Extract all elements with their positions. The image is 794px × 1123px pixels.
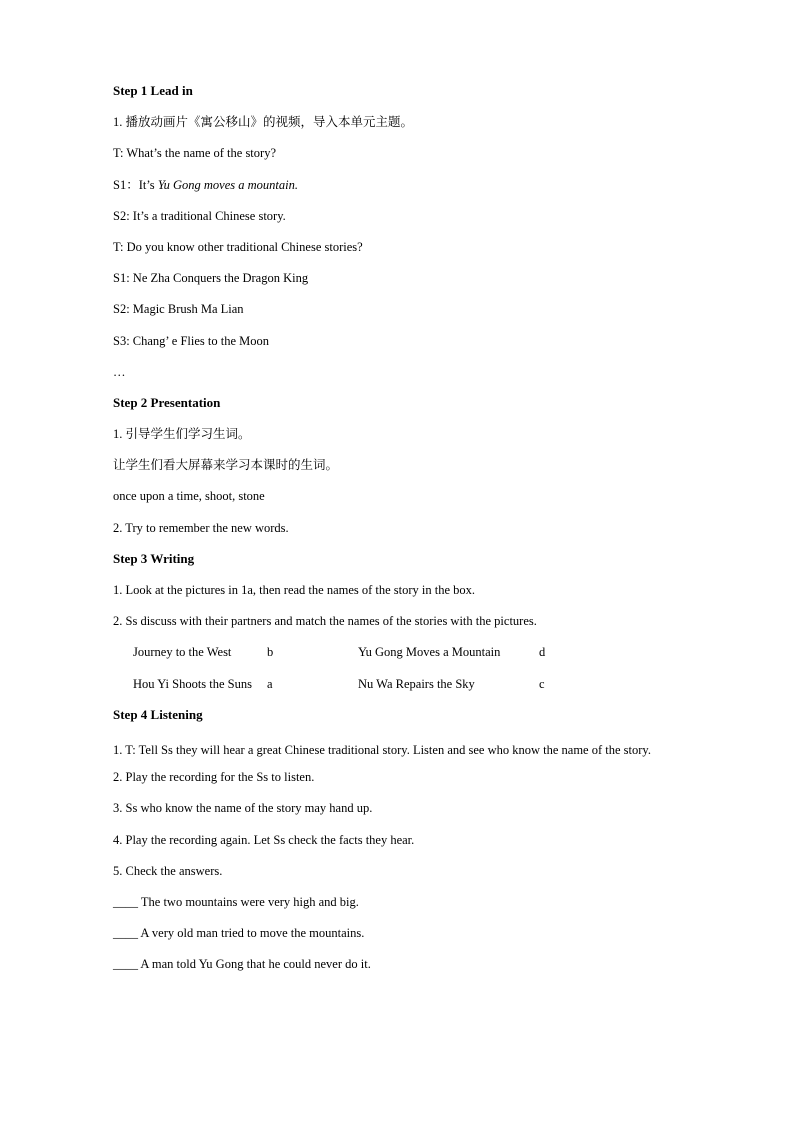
match-story: Nu Wa Repairs the Sky bbox=[358, 676, 475, 691]
match-story: Hou Yi Shoots the Suns bbox=[133, 676, 253, 691]
match-letter: b bbox=[267, 645, 274, 660]
step3-item2: 2. Ss discuss with their partners and match the names of the stories with the pictures. bbox=[113, 614, 537, 629]
step4-item3: 3. Ss who know the name of the story may hand up. bbox=[113, 801, 373, 816]
step2-item1 bbox=[113, 423, 683, 454]
ellipsis: … bbox=[113, 364, 126, 379]
step3-heading: Step 3 Writing bbox=[113, 550, 195, 566]
match-letter: a bbox=[267, 676, 273, 691]
step1-item1-number: 1. bbox=[113, 115, 126, 130]
step2-item2: 2. Try to remember the new words. bbox=[113, 520, 289, 535]
step3-item1: 1. Look at the pictures in 1a, then read the names of the story in the box. bbox=[113, 583, 476, 597]
match-row bbox=[113, 673, 683, 704]
step1-item1-text: 播放动画片《寓公移山》的视频，导入本单元主题。 bbox=[125, 114, 414, 130]
step2-heading: Step 2 Presentation bbox=[113, 394, 221, 410]
step4-item2: 2. Play the recording for the Ss to listen. bbox=[113, 770, 315, 785]
dialogue-s1-prefix: S1：It’s bbox=[113, 177, 158, 192]
step4-item1: 1. T: Tell Ss they will hear a great Chinese traditional story. Listen and see who know the name of the story. bbox=[113, 742, 651, 757]
document-page bbox=[113, 80, 683, 984]
dialogue-s2: S2: It’s a traditional Chinese story. bbox=[113, 208, 286, 223]
dialogue-s1-title: Yu Gong moves a mountain. bbox=[157, 177, 298, 192]
step2-item1-number: 1. bbox=[113, 427, 126, 442]
step1-heading: Step 1 Lead in bbox=[113, 83, 193, 98]
match-row bbox=[113, 641, 683, 672]
step2-cn-line: 让学生们看大屏幕来学习本课时的生词。 bbox=[113, 457, 339, 473]
step4-heading: Step 4 Listening bbox=[113, 706, 203, 722]
match-story: Journey to the West bbox=[133, 645, 232, 660]
match-letter: c bbox=[539, 676, 545, 691]
answer-blank-line: ____ A man told Yu Gong that he could never do it. bbox=[113, 957, 371, 972]
step1-item1 bbox=[113, 111, 683, 142]
step4-item4: 4. Play the recording again. Let Ss check the facts they hear. bbox=[113, 832, 415, 847]
step4-item5: 5. Check the answers. bbox=[113, 863, 223, 878]
dialogue-s3: S3: Chang’ e Flies to the Moon bbox=[113, 333, 270, 348]
dialogue-s1b: S1: Ne Zha Conquers the Dragon King bbox=[113, 271, 309, 286]
dialogue-s1 bbox=[113, 174, 683, 205]
dialogue-t2: T: Do you know other traditional Chinese stories? bbox=[113, 239, 363, 254]
step2-item1-text: 引导学生们学习生词。 bbox=[125, 426, 251, 442]
match-letter: d bbox=[539, 645, 546, 660]
answer-blank-line: ____ A very old man tried to move the mountains. bbox=[113, 926, 365, 941]
dialogue-s2b: S2: Magic Brush Ma Lian bbox=[113, 302, 244, 317]
step2-words: once upon a time, shoot, stone bbox=[113, 489, 265, 504]
answer-blank-line: ____ The two mountains were very high and big. bbox=[113, 894, 359, 909]
match-story: Yu Gong Moves a Mountain bbox=[358, 645, 501, 660]
dialogue-t1: T: What’s the name of the story? bbox=[113, 146, 276, 161]
